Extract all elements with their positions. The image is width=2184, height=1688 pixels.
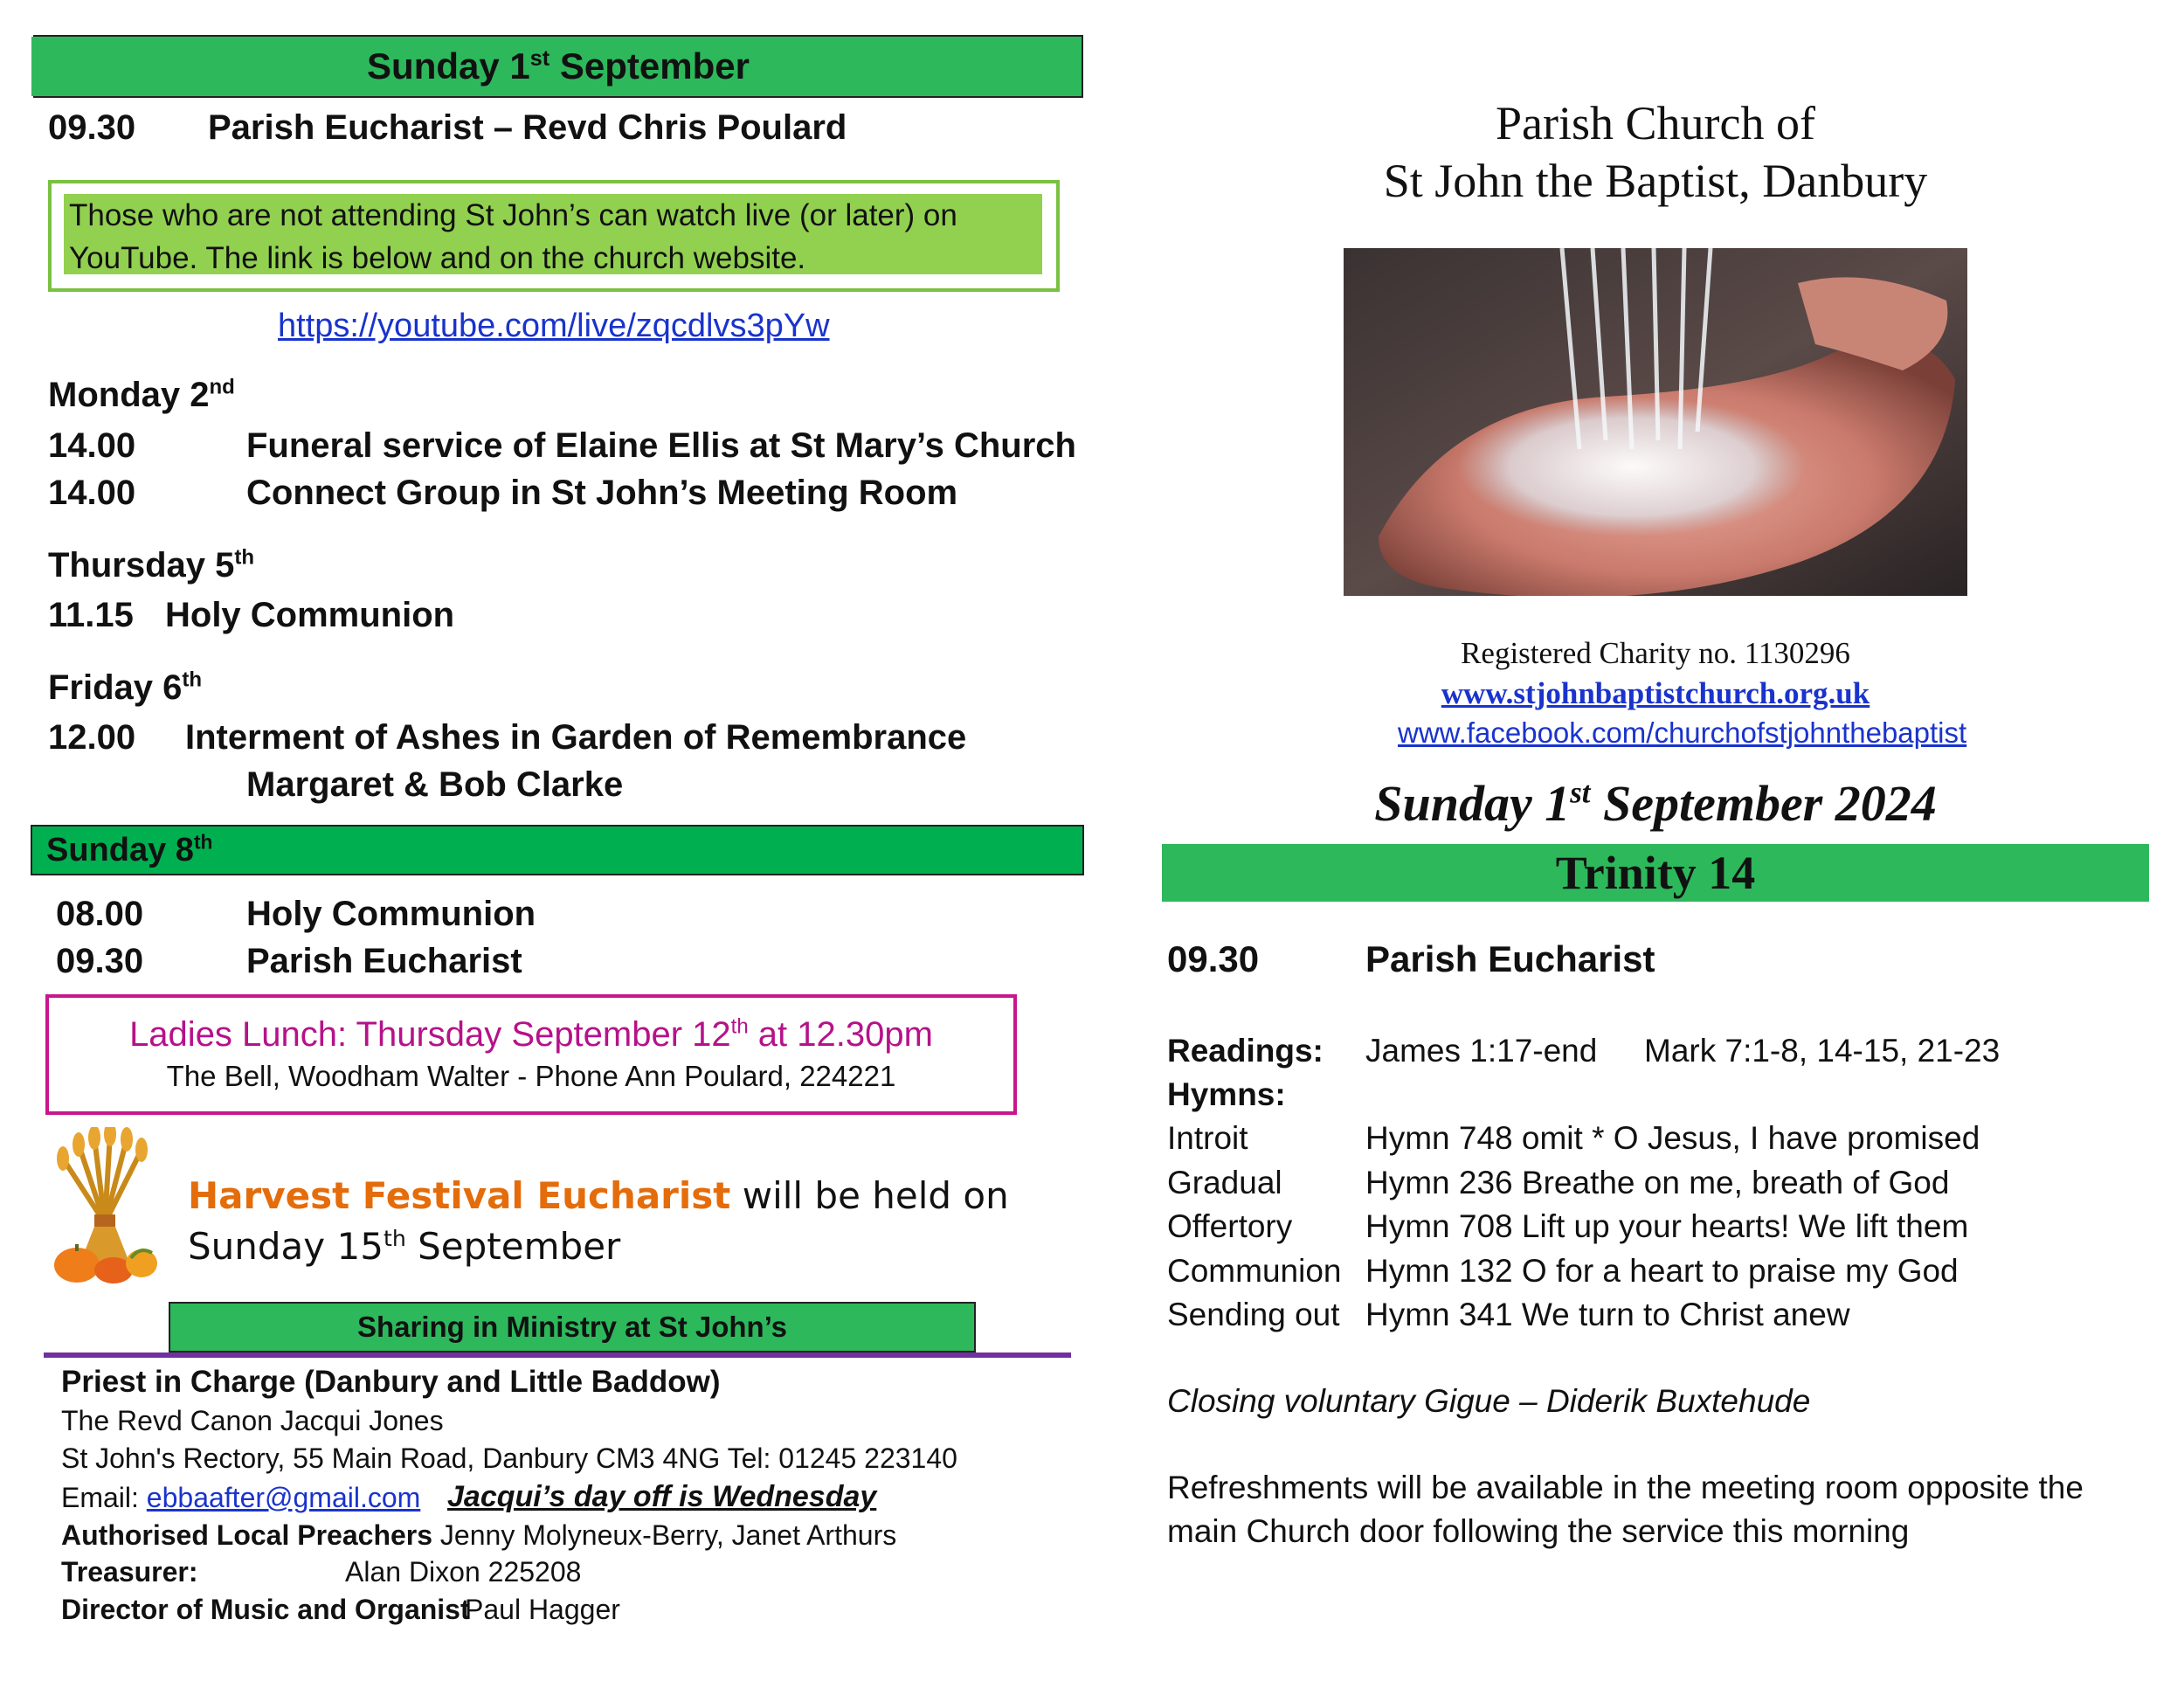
sharing-ministry-header — [169, 1302, 976, 1352]
monday-service-2-time: 14.00 — [48, 474, 136, 512]
purple-divider — [44, 1352, 1071, 1358]
hymn-gradual: Hymn 236 Breathe on me, breath of God — [1365, 1165, 1950, 1200]
hymn-part-gradual: Gradual — [1167, 1165, 1282, 1200]
ladies-lunch-box — [45, 994, 1017, 1115]
harvest-highlight: Harvest Festival Eucharist — [188, 1174, 731, 1217]
friday-service-time: 12.00 — [48, 718, 136, 757]
treasurer-name: Alan Dixon 225208 — [345, 1556, 582, 1588]
email-label: Email: — [61, 1482, 147, 1513]
monday-service-1-desc: Funeral service of Elaine Ellis at St Mary’s Church — [246, 426, 1076, 465]
sunday-1-service-time: 09.30 — [48, 108, 136, 147]
treasurer-label: Treasurer: — [61, 1556, 198, 1588]
harvest-line-2: Sunday 15th September — [188, 1225, 621, 1268]
charity-number: Registered Charity no. 1130296 — [1461, 636, 1850, 670]
music-director-name: Paul Hagger — [465, 1594, 620, 1625]
sunday-8-service-1-desc: Holy Communion — [246, 895, 536, 933]
reading-1: James 1:17-end — [1365, 1033, 1598, 1069]
sunday-1-header — [33, 35, 1083, 98]
ladies-lunch-subtitle: The Bell, Woodham Walter - Phone Ann Poulard, 224221 — [166, 1060, 896, 1092]
sunday-8-header-text: Sunday 8th — [46, 829, 213, 868]
hymn-part-offertory: Offertory — [1167, 1208, 1293, 1244]
day-off-note: Jacqui’s day off is Wednesday — [447, 1480, 877, 1513]
closing-voluntary: Closing voluntary Gigue – Diderik Buxtehude — [1167, 1383, 1811, 1419]
facebook-link[interactable]: www.facebook.com/churchofstjohnthebaptist — [1398, 716, 1967, 749]
sunday-8-service-2-desc: Parish Eucharist — [246, 942, 522, 980]
thursday-service-time: 11.15 — [48, 596, 134, 634]
preachers-label: Authorised Local Preachers — [61, 1519, 433, 1551]
sunday-1-service-desc: Parish Eucharist – Revd Chris Poulard — [208, 108, 847, 147]
preachers-names: Jenny Molyneux-Berry, Janet Arthurs — [432, 1519, 897, 1551]
music-director-label: Director of Music and Organist — [61, 1594, 470, 1625]
email-row — [61, 1482, 420, 1514]
reading-2: Mark 7:1-8, 14-15, 21-23 — [1644, 1033, 2001, 1069]
sunday-8-header — [31, 825, 1084, 875]
sunday-8-service-2-time: 09.30 — [56, 942, 144, 980]
hymn-part-introit: Introit — [1167, 1120, 1248, 1156]
trinity-header-text: Trinity 14 — [1555, 847, 1756, 899]
hymn-part-communion: Communion — [1167, 1253, 1342, 1289]
sunday-8-service-1-time: 08.00 — [56, 895, 144, 933]
priest-name: The Revd Canon Jacqui Jones — [61, 1405, 444, 1436]
harvest-line-1: Harvest Festival Eucharist will be held on — [188, 1174, 1009, 1217]
church-name-line-2: St John the Baptist, Danbury — [1383, 155, 1928, 207]
friday-service-desc: Interment of Ashes in Garden of Remembrance — [185, 718, 967, 757]
readings-label: Readings: — [1167, 1033, 1324, 1069]
hymn-offertory: Hymn 708 Lift up your hearts! We lift them — [1365, 1208, 1969, 1244]
thursday-service-desc: Holy Communion — [165, 596, 455, 634]
harvest-sheaf-icon — [44, 1127, 166, 1284]
service-time: 09.30 — [1167, 938, 1260, 979]
monday-service-2-desc: Connect Group in St John’s Meeting Room — [246, 474, 958, 512]
refreshments-line-1: Refreshments will be available in the meeting room opposite the — [1167, 1470, 2084, 1505]
youtube-notice-text: Those who are not attending St John’s can watch live (or later) on YouTube. The link is below and on the church website. — [64, 194, 1042, 274]
hymn-introit: Hymn 748 omit * O Jesus, I have promised — [1365, 1120, 1980, 1156]
monday-heading: Monday 2nd — [48, 375, 235, 414]
youtube-notice-box — [48, 180, 1060, 292]
website-link[interactable]: www.stjohnbaptistchurch.org.uk — [1441, 676, 1870, 710]
service-date: Sunday 1st September 2024 — [1374, 775, 1937, 832]
ladies-lunch-title: Ladies Lunch: Thursday September 12th at 12.30pm — [129, 1014, 933, 1054]
water-hands-photo — [1344, 248, 1967, 596]
friday-service-desc-2: Margaret & Bob Clarke — [246, 765, 624, 804]
sharing-ministry-header-text: Sharing in Ministry at St John’s — [356, 1311, 787, 1343]
refreshments-line-2: main Church door following the service this morning — [1167, 1513, 1910, 1549]
church-name-line-1: Parish Church of — [1496, 97, 1815, 149]
thursday-heading: Thursday 5th — [48, 545, 255, 585]
friday-heading: Friday 6th — [48, 668, 203, 707]
hymns-label: Hymns: — [1167, 1076, 1286, 1112]
hymn-sending-out: Hymn 341 We turn to Christ anew — [1365, 1297, 1850, 1332]
monday-service-1-time: 14.00 — [48, 426, 136, 465]
sunday-1-header-text: Sunday 1st September — [367, 45, 750, 86]
hymn-part-sending-out: Sending out — [1167, 1297, 1340, 1332]
website-link-row — [1162, 676, 2149, 711]
email-link[interactable]: ebbaafter@gmail.com — [146, 1482, 421, 1513]
priest-title: Priest in Charge (Danbury and Little Baddow) — [61, 1365, 721, 1399]
preachers-row — [61, 1519, 896, 1552]
youtube-link[interactable]: https://youtube.com/live/zqcdlvs3pYw — [278, 308, 830, 344]
hymn-communion: Hymn 132 O for a heart to praise my God — [1365, 1253, 1959, 1289]
service-name: Parish Eucharist — [1365, 938, 1655, 979]
facebook-link-row — [1398, 716, 1966, 750]
trinity-header — [1162, 844, 2149, 902]
rectory-address: St John's Rectory, 55 Main Road, Danbury CM3 4NG Tel: 01245 223140 — [61, 1442, 957, 1474]
harvest-festival-notice — [188, 1171, 1009, 1272]
